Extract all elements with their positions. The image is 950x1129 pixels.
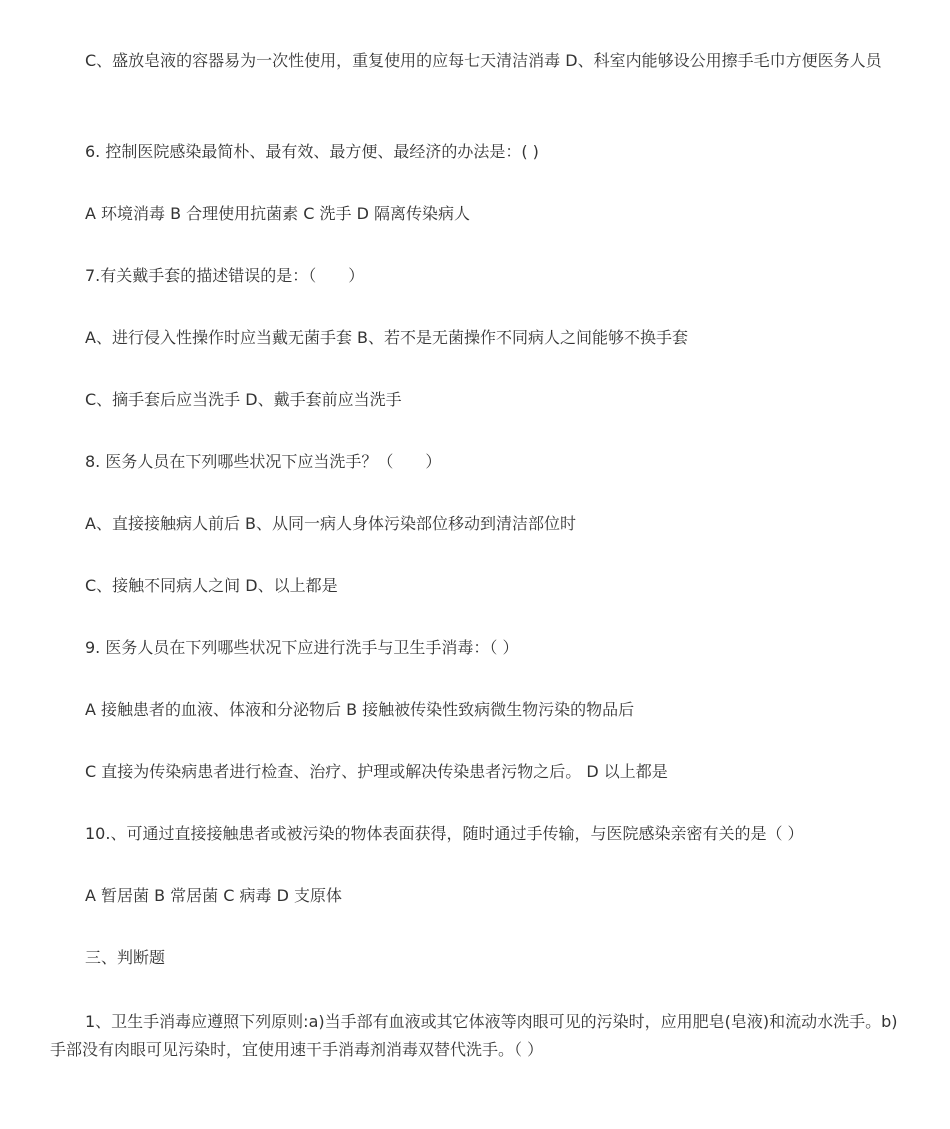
question-10: 10.、可通过直接接触患者或被污染的物体表面获得，随时通过手传输，与医院感染亲密有关的是（ ） (85, 824, 804, 843)
question-7: 7.有关戴手套的描述错误的是：（ ） (85, 266, 365, 285)
options-q9-ab: A 接触患者的血液、体液和分泌物后 B 接触被传染性致病微生物污染的物品后 (85, 700, 635, 719)
options-q9-cd: C 直接为传染病患者进行检查、治疗、护理或解决传染患者污物之后。 D 以上都是 (85, 762, 668, 781)
options-q10: A 暂居菌 B 常居菌 C 病毒 D 支原体 (85, 886, 343, 905)
judgement-item-1: 1、卫生手消毒应遵照下列原则:a)当手部有血液或其它体液等肉眼可见的污染时，应用肥皂(皂液)和流动水洗手。b)手部没有肉眼可见污染时，宜使用速干手消毒剂消毒双替代洗手。（ ） (50, 1012, 898, 1059)
question-6: 6. 控制医院感染最简朴、最有效、最方便、最经济的办法是：( ) (85, 142, 539, 161)
question-9: 9. 医务人员在下列哪些状况下应进行洗手与卫生手消毒：（ ） (85, 638, 519, 657)
options-q7-cd: C、摘手套后应当洗手 D、戴手套前应当洗手 (85, 390, 402, 409)
options-q8-ab: A、直接接触病人前后 B、从同一病人身体污染部位移动到清洁部位时 (85, 514, 577, 533)
options-q6: A 环境消毒 B 合理使用抗菌素 C 洗手 D 隔离传染病人 (85, 204, 471, 223)
options-q8-cd: C、接触不同病人之间 D、以上都是 (85, 576, 338, 595)
question-8: 8. 医务人员在下列哪些状况下应当洗手？（ ） (85, 452, 442, 471)
option-line-q5-cd: C、盛放皂液的容器易为一次性使用，重复使用的应每七天清洁消毒 D、科室内能够设公用擦手毛巾方便医务人员 (85, 51, 882, 70)
section-heading-3: 三、判断题 (85, 948, 166, 967)
options-q7-ab: A、进行侵入性操作时应当戴无菌手套 B、若不是无菌操作不同病人之间能够不换手套 (85, 328, 689, 347)
